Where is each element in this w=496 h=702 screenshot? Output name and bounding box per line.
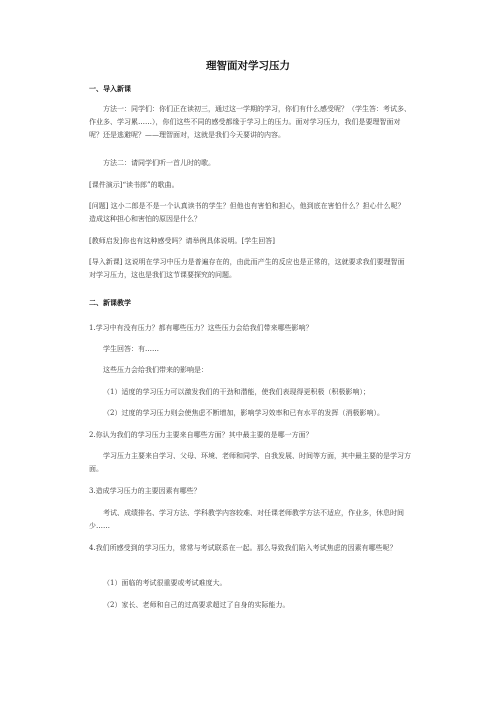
paragraph-student-answer: 学生回答：有……	[103, 345, 159, 353]
paragraph-courseware-demo: [课件演示]“读书郎”的歌曲。	[89, 181, 179, 189]
paragraph-positive-effect: （1）适度的学习压力可以激发我们的干劲和潜能，使我们表现得更积极（积极影响）；	[103, 388, 370, 396]
paragraph-teacher-hint: [教师启发]你也有这种感受吗？请举例具体说明。[学生回答]	[89, 237, 275, 245]
paragraph-lesson-intro: [导入新课] 这说明在学习中压力是普遍存在的，由此而产生的反应也是正常的，这就要求我们要理智面对学习压力，这也是我们这节课要探究的问题。	[89, 258, 405, 279]
paragraph-question-3: 3.造成学习压力的主要因素有哪些？	[89, 487, 201, 495]
paragraph-factor-2: （2）家长、老师和自己的过高要求超过了自身的实际能力。	[103, 601, 290, 609]
paragraph-question-4: 4.我们所感受到的学习压力，常常与考试联系在一起。那么导致我们陷入考试焦虑的因素有哪些呢？	[89, 544, 397, 552]
paragraph-effects-intro: 这些压力会给我们带来的影响是：	[103, 366, 208, 374]
paragraph-pressure-sources: 学习压力主要来自学习、父母、环境、老师和同学、自我发展、时间等方面，其中最主要的是学习方面。	[89, 452, 411, 473]
paragraph-question-1: 1.学习中有没有压力？都有哪些压力？这些压力会给我们带来哪些影响？	[89, 324, 313, 332]
paragraph-factor-1: （1）面临的考试很重要或考试难度大。	[103, 579, 227, 587]
paragraph-method-two: 方法二：请同学们听一首儿时的歌。	[103, 159, 215, 167]
paragraph-question-2: 2.你认为我们的学习压力主要来自哪些方面？其中最主要的是哪一方面？	[89, 431, 313, 439]
paragraph-negative-effect: （2）过度的学习压力则会使焦虑不断增加，影响学习效率和已有水平的发挥（消极影响）。	[103, 409, 384, 417]
paragraph-pressure-factors: 考试、成绩排名、学习方法、学科教学内容较难、对任课老师教学方法不适应，作业多，休息时间少……	[89, 509, 404, 530]
paragraph-question: [问题] 这小二郎是不是一个认真读书的学生？但他也有害怕和担心，他到底在害怕什么？担心什么呢？造成这种担心和害怕的原因是什么？	[89, 202, 405, 223]
section-heading-new-lesson: 二、新课教学	[89, 299, 131, 307]
section-heading-intro: 一、导入新课	[89, 85, 131, 93]
paragraph-method-one: 方法一：同学们：你们正在读初三，通过这一学期的学习，你们有什么感受呢？（学生答：考试多、作业多、学习累……），你们这些不同的感受都缘于学习上的压力。面对学习压力，我们是要理智面对呢？还是逃避呢？——理智面对，这就是我们今天要讲的内容。	[89, 105, 411, 139]
page-title: 理智面对学习压力	[206, 60, 290, 72]
